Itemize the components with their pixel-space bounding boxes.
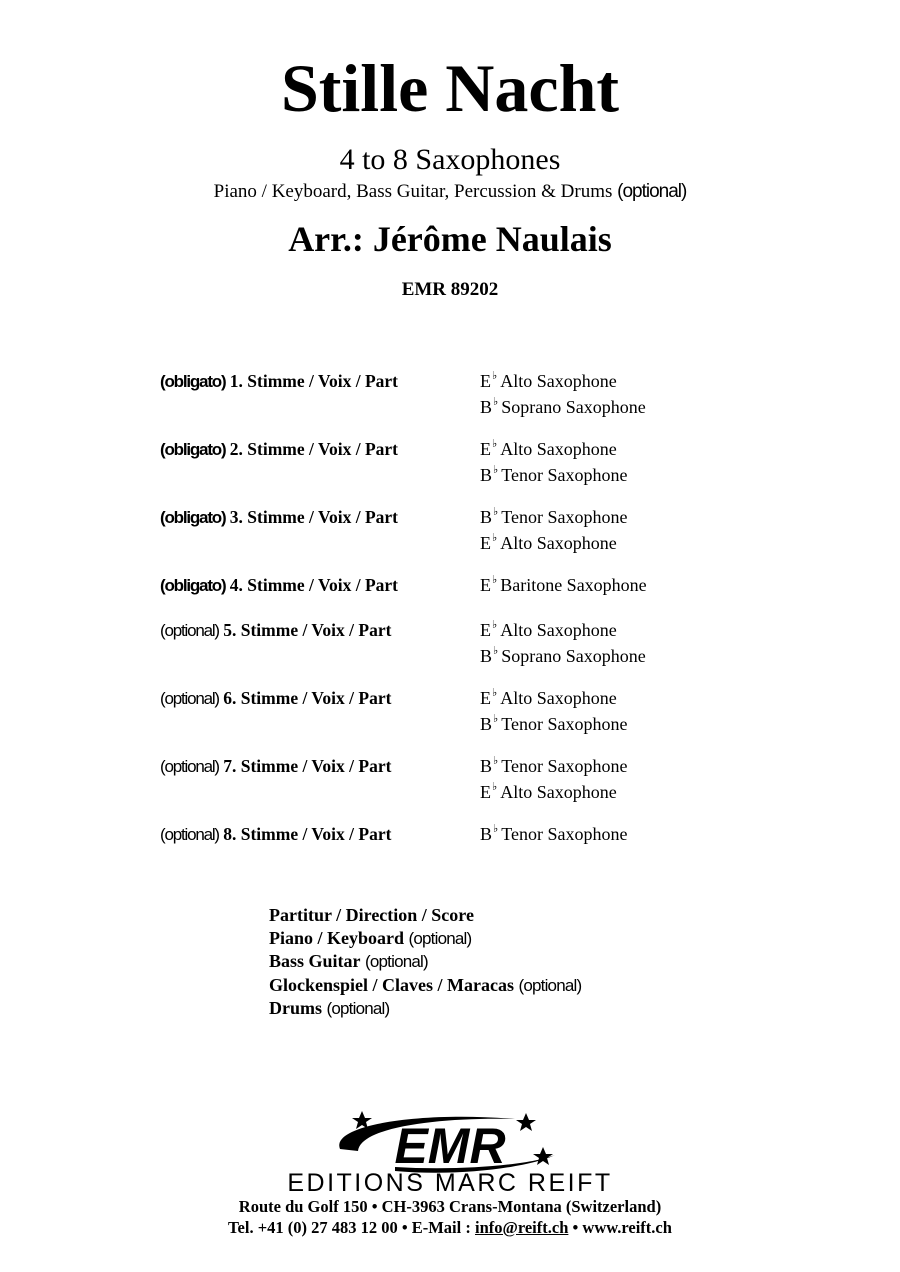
part-status: (obligato): [160, 372, 226, 391]
instrument-name: Alto Saxophone: [500, 688, 617, 708]
part-status: (optional): [160, 757, 219, 776]
instrument-name: Tenor Saxophone: [501, 507, 628, 527]
part-label-group: [160, 823, 391, 846]
subtitle: 4 to 8 Saxophones: [339, 143, 561, 176]
instrument-name: Tenor Saxophone: [501, 824, 628, 844]
instrument-line: [480, 574, 647, 600]
instrument-name: Tenor Saxophone: [501, 714, 628, 734]
part-label: 2. Stimme / Voix / Part: [229, 439, 398, 459]
logo-text: EMR: [394, 1118, 506, 1174]
extra-item: [269, 997, 581, 1021]
instrument-list: [480, 370, 646, 422]
page-title: Stille Nacht: [280, 50, 620, 126]
flat-symbol-icon: ♭: [492, 619, 498, 631]
arranger: Arr.: Jérôme Naulais: [288, 219, 612, 259]
publisher-contact: [0, 1218, 900, 1238]
extra-item: [269, 974, 581, 998]
extra-name: Drums: [269, 998, 322, 1019]
instrument-list: [480, 506, 627, 558]
instrument-line: [480, 713, 627, 739]
part-label: 4. Stimme / Voix / Part: [229, 575, 398, 595]
instrument-line: [480, 645, 646, 671]
extra-optional: (optional): [326, 999, 390, 1019]
flat-symbol-icon: ♭: [493, 396, 499, 408]
part-label: 6. Stimme / Voix / Part: [223, 688, 392, 708]
part-label-group: [160, 370, 398, 393]
instrument-line: [480, 823, 627, 849]
part-label-group: [160, 755, 391, 778]
extra-name: Glockenspiel / Claves / Maracas: [269, 974, 514, 995]
instrumentation-line: [0, 180, 900, 204]
instrument-key: B: [480, 646, 493, 666]
instrument-name: Alto Saxophone: [500, 371, 617, 391]
instrument-list: [480, 823, 627, 849]
part-status: (obligato): [160, 440, 226, 459]
part-label: 8. Stimme / Voix / Part: [223, 824, 392, 844]
part-label-group: [160, 574, 398, 597]
part-label: 3. Stimme / Voix / Part: [229, 507, 398, 527]
instrument-name: Alto Saxophone: [500, 782, 617, 802]
flat-symbol-icon: ♭: [492, 781, 498, 793]
part-label-group: [160, 506, 398, 529]
instrument-key: E: [480, 439, 491, 459]
star-icon: [516, 1113, 536, 1131]
instrument-line: [480, 396, 646, 422]
instrument-key: E: [480, 782, 491, 802]
flat-symbol-icon: ♭: [493, 464, 499, 476]
instrument-name: Alto Saxophone: [500, 439, 617, 459]
extra-item: [269, 904, 581, 927]
extra-item: [269, 927, 581, 951]
instrument-name: Soprano Saxophone: [501, 397, 646, 417]
instrument-key: B: [480, 824, 493, 844]
instrument-list: [480, 438, 627, 490]
email-link[interactable]: info@reift.ch: [474, 1218, 569, 1237]
part-label-group: [160, 619, 391, 642]
part-status: (obligato): [160, 508, 226, 527]
extra-name: Partitur / Direction / Score: [269, 905, 474, 925]
instrument-name: Alto Saxophone: [500, 533, 617, 553]
part-label: 5. Stimme / Voix / Part: [223, 620, 392, 640]
instrument-line: [480, 755, 627, 781]
contact-phone: Tel. +41 (0) 27 483 12 00 • E-Mail :: [228, 1218, 471, 1237]
flat-symbol-icon: ♭: [492, 370, 498, 382]
instrument-line: [480, 464, 627, 490]
part-label-group: [160, 687, 391, 710]
instrument-key: B: [480, 756, 493, 776]
part-status: (optional): [160, 825, 219, 844]
instrument-line: [480, 438, 627, 464]
flat-symbol-icon: ♭: [493, 645, 499, 657]
instrument-list: [480, 619, 646, 671]
instrument-name: Alto Saxophone: [500, 620, 617, 640]
instrument-line: [480, 532, 627, 558]
instrument-list: [480, 687, 627, 739]
instrument-key: E: [480, 533, 491, 553]
part-status: (optional): [160, 689, 219, 708]
instrument-key: E: [480, 575, 491, 595]
instrument-name: Tenor Saxophone: [501, 465, 628, 485]
instrument-key: E: [480, 620, 491, 640]
instrument-list: [480, 755, 627, 807]
catalog-number: EMR 89202: [401, 279, 499, 300]
extra-optional: (optional): [518, 975, 582, 995]
flat-symbol-icon: ♭: [492, 438, 498, 450]
part-label: 1. Stimme / Voix / Part: [229, 371, 398, 391]
instrument-key: B: [480, 465, 493, 485]
star-icon: [533, 1147, 553, 1165]
instrument-key: B: [480, 507, 493, 527]
flat-symbol-icon: ♭: [493, 755, 499, 767]
extra-name: Piano / Keyboard: [269, 927, 405, 948]
part-status: (obligato): [160, 576, 226, 595]
extra-optional: (optional): [365, 952, 428, 972]
instrument-name: Soprano Saxophone: [501, 646, 646, 666]
publisher-address: Route du Golf 150 • CH-3963 Crans-Montana (Switzerland): [238, 1197, 662, 1216]
extra-name: Bass Guitar: [269, 951, 361, 972]
publisher-name: EDITIONS MARC REIFT: [287, 1169, 613, 1197]
website[interactable]: • www.reift.ch: [572, 1218, 672, 1237]
instrument-key: B: [480, 397, 493, 417]
extra-optional: (optional): [408, 928, 472, 948]
instrumentation-optional: (optional): [617, 181, 687, 202]
extra-item: [269, 950, 581, 974]
instrument-key: E: [480, 371, 491, 391]
part-status: (optional): [160, 621, 219, 640]
instrument-line: [480, 506, 627, 532]
part-label: 7. Stimme / Voix / Part: [223, 756, 392, 776]
instrument-name: Baritone Saxophone: [500, 575, 647, 595]
extras-list: [269, 904, 581, 1021]
flat-symbol-icon: ♭: [493, 823, 499, 835]
instrumentation-text: Piano / Keyboard, Bass Guitar, Percussion & Drums: [213, 181, 613, 202]
instrument-line: [480, 619, 646, 645]
instrument-list: [480, 574, 647, 600]
flat-symbol-icon: ♭: [493, 506, 499, 518]
flat-symbol-icon: ♭: [492, 574, 498, 586]
part-label-group: [160, 438, 398, 461]
instrument-line: [480, 687, 627, 713]
instrument-key: B: [480, 714, 493, 734]
flat-symbol-icon: ♭: [492, 532, 498, 544]
flat-symbol-icon: ♭: [493, 713, 499, 725]
instrument-key: E: [480, 688, 491, 708]
instrument-name: Tenor Saxophone: [501, 756, 628, 776]
instrument-line: [480, 781, 627, 807]
flat-symbol-icon: ♭: [492, 687, 498, 699]
instrument-line: [480, 370, 646, 396]
